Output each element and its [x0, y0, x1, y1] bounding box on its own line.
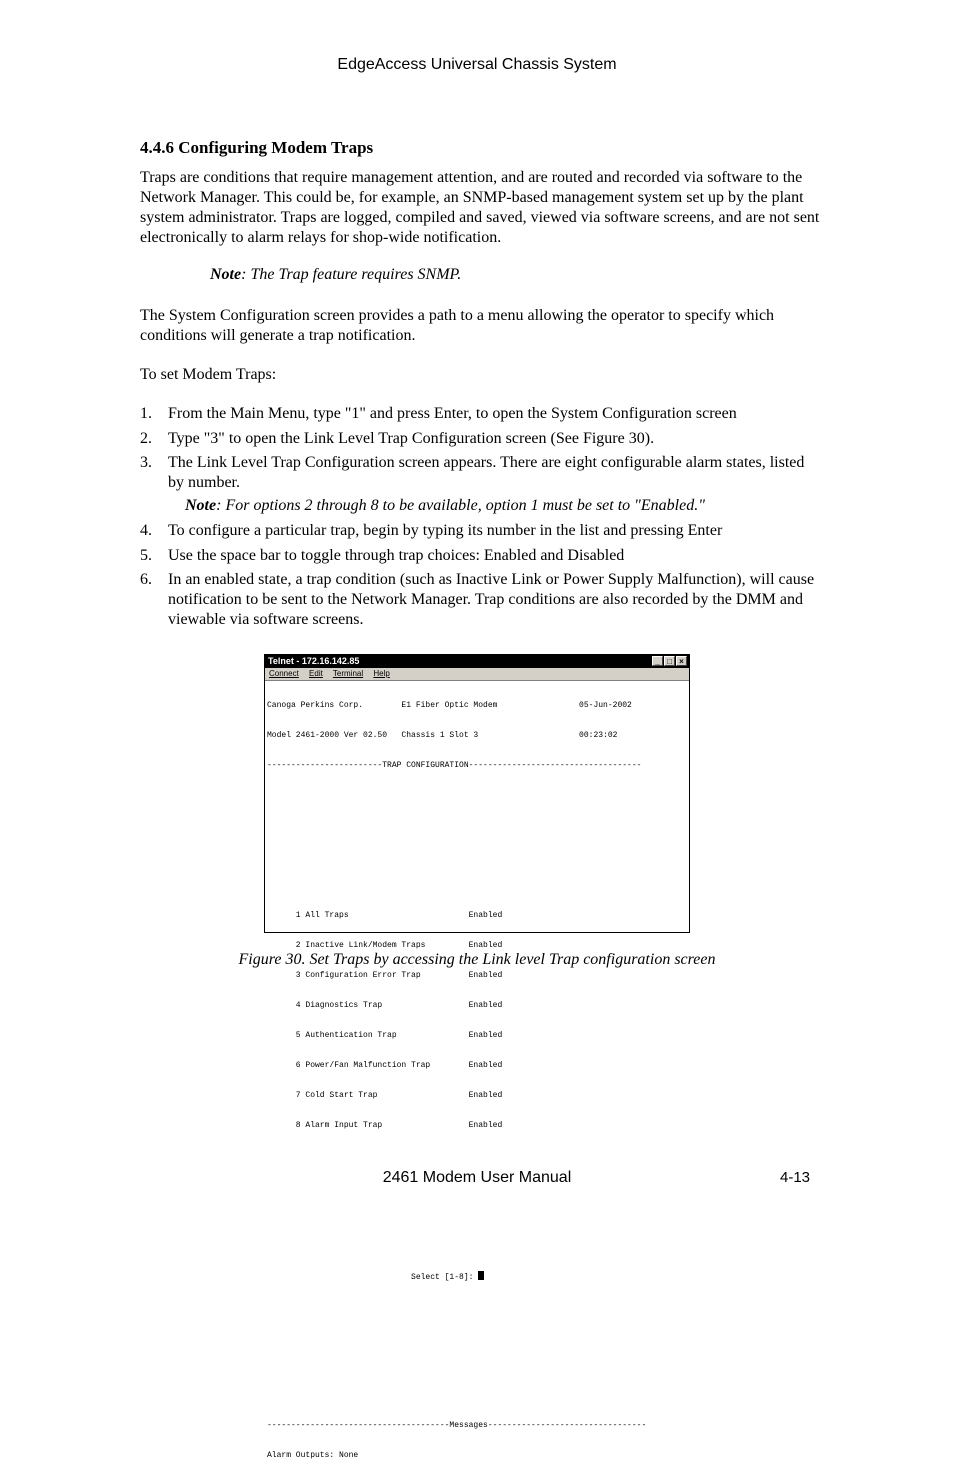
- intro-paragraph: Traps are conditions that require management attention, and are routed and recorded via software to the Network Manager. This could be, for example, an SNMP-based management system set up by the plant system administrator. Traps are logged, compiled and saved, viewed via software screens, and are not sent electronically to alarm relays for shop-wide notification.: [140, 169, 820, 246]
- step-number: 2.: [140, 430, 152, 447]
- note-text: : For options 2 through 8 to be available, option 1 must be set to "Enabled.": [216, 497, 705, 514]
- select-prompt-line[interactable]: [267, 1271, 689, 1281]
- terminal-line: [267, 791, 689, 801]
- terminal-line: 8 Alarm Input Trap Enabled: [267, 1121, 503, 1130]
- section-heading: 4.4.6 Configuring Modem Traps: [140, 138, 374, 157]
- step-text: To configure a particular trap, begin by typing its number in the list and pressing Enter: [168, 522, 723, 539]
- maximize-icon[interactable]: □: [664, 656, 675, 666]
- step-number: 3.: [140, 454, 152, 471]
- terminal-line: 6 Power/Fan Malfunction Trap Enabled: [267, 1061, 503, 1070]
- footer-title: 2461 Modem User Manual: [382, 1169, 572, 1186]
- figure-caption: Figure 30. Set Traps by accessing the Link level Trap configuration screen: [238, 951, 716, 968]
- cursor-icon: [478, 1271, 484, 1280]
- terminal-line: [267, 1301, 689, 1311]
- step-number: 5.: [140, 547, 152, 564]
- step-number: 1.: [140, 405, 152, 422]
- menu-edit[interactable]: Edit: [309, 669, 323, 678]
- terminal-line: --------------------------------------Messages---------------------------------: [267, 1421, 647, 1430]
- terminal-line: [267, 1391, 689, 1401]
- menu-help[interactable]: Help: [373, 669, 390, 678]
- terminal-line: [267, 1361, 689, 1371]
- terminal-line: Model 2461-2000 Ver 02.50 Chassis 1 Slot 3 00:23:02: [267, 731, 618, 740]
- note-label: Note: [210, 266, 242, 283]
- telnet-menu-bar: [265, 668, 689, 681]
- terminal-line: [267, 881, 689, 891]
- terminal-line: [267, 1241, 689, 1251]
- terminal-line: Alarm Outputs: None: [267, 1451, 359, 1460]
- terminal-line: [267, 1331, 689, 1341]
- telnet-title: Telnet - 172.16.142.85: [268, 656, 360, 666]
- to-set-paragraph: To set Modem Traps:: [140, 366, 277, 383]
- page-number: 4-13: [780, 1169, 811, 1186]
- sysconfig-paragraph: The System Configuration screen provides a path to a menu allowing the operator to specify which conditions will generate a trap notification.: [140, 307, 775, 344]
- telnet-title-bar: [265, 655, 689, 668]
- terminal-line: 4 Diagnostics Trap Enabled: [267, 1001, 503, 1010]
- menu-connect[interactable]: Connect: [269, 669, 299, 678]
- step-text: From the Main Menu, type "1" and press Enter, to open the System Configuration screen: [168, 405, 737, 422]
- step-text: The Link Level Trap Configuration screen appears. There are eight configurable alarm states, listed by number.: [168, 454, 805, 491]
- select-prompt: Select [1-8]:: [267, 1273, 479, 1282]
- terminal-line: 5 Authentication Trap Enabled: [267, 1031, 503, 1040]
- step-number: 4.: [140, 522, 152, 539]
- terminal-screen: [265, 681, 689, 1481]
- terminal-line: [267, 821, 689, 831]
- terminal-line: [267, 1151, 689, 1161]
- step-text: In an enabled state, a trap condition (such as Inactive Link or Power Supply Malfunction), will cause notification to be sent to the Network Manager. Trap conditions are also recorded by the DMM and viewable via software screens.: [168, 571, 815, 628]
- running-header: EdgeAccess Universal Chassis System: [337, 56, 617, 73]
- terminal-line: [267, 1211, 689, 1221]
- terminal-line: 1 All Traps Enabled: [267, 911, 503, 920]
- terminal-line: 2 Inactive Link/Modem Traps Enabled: [267, 941, 503, 950]
- close-icon[interactable]: ×: [676, 656, 687, 666]
- terminal-line: [267, 851, 689, 861]
- terminal-line: Canoga Perkins Corp. E1 Fiber Optic Modem 05-Jun-2002: [267, 701, 632, 710]
- step-number: 6.: [140, 571, 152, 588]
- minimize-icon[interactable]: _: [652, 656, 663, 666]
- terminal-line: 7 Cold Start Trap Enabled: [267, 1091, 503, 1100]
- step-text: Use the space bar to toggle through trap choices: Enabled and Disabled: [168, 547, 625, 564]
- step-text: Type "3" to open the Link Level Trap Configuration screen (See Figure 30).: [168, 430, 655, 447]
- menu-terminal[interactable]: Terminal: [332, 669, 364, 678]
- options-note: [185, 497, 705, 515]
- note-label: Note: [185, 497, 217, 514]
- terminal-line: ------------------------TRAP CONFIGURATION------------------------------------: [267, 761, 642, 770]
- note-text: : The Trap feature requires SNMP.: [241, 266, 462, 283]
- terminal-line: 3 Configuration Error Trap Enabled: [267, 971, 503, 980]
- snmp-note: [210, 266, 461, 284]
